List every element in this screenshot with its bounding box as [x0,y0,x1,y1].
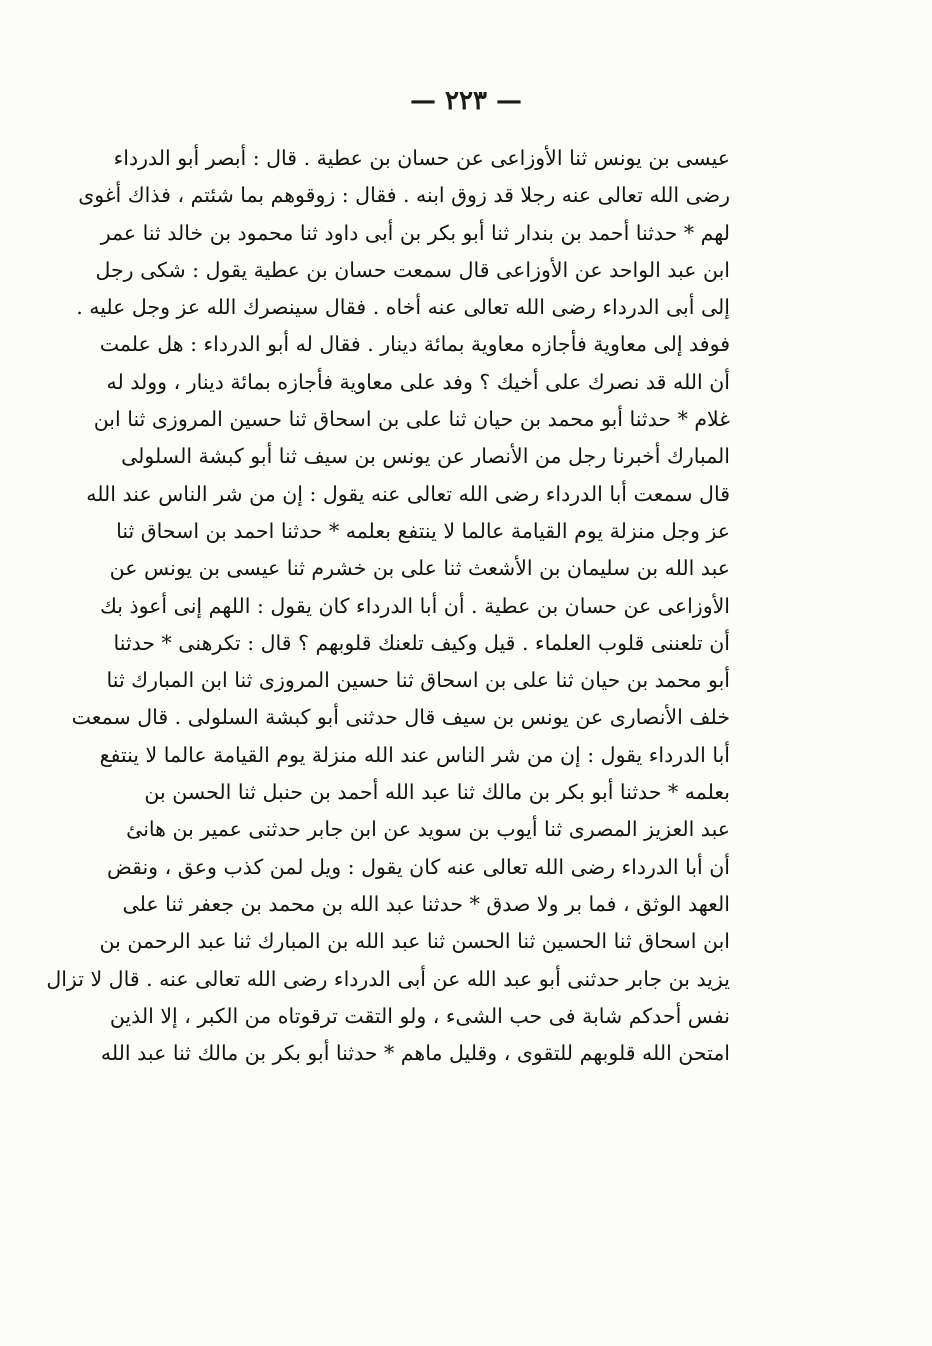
text-line: خلف الأنصارى عن يونس بن سيف قال حدثنى أبو كبشة السلولى . قال سمعت [71,705,730,730]
text-line: قال سمعت أبا الدرداء رضى الله تعالى عنه يقول : إن من شر الناس عند الله [86,481,730,506]
text-line: لهم * حدثنا أحمد بن بندار ثنا أبو بكر بن أبى داود ثنا محمود بن خالد ثنا عمر [100,220,730,245]
text-line: المبارك أخبرنا رجل من الأنصار عن يونس بن سيف ثنا أبو كبشة السلولى [121,444,730,469]
text-line: امتحن الله قلوبهم للتقوى ، وقليل ماهم * حدثنا أبو بكر بن مالك ثنا عبد الله [100,1041,730,1066]
text-line: رضى الله تعالى عنه رجلا قد زوق ابنه . فقال : زوقوهم بما شئتم ، فذاك أغوى [78,183,730,208]
text-line: عيسى بن يونس ثنا الأوزاعى عن حسان بن عطية . قال : أبصر أبو الدرداء [113,146,730,170]
text-line: أن تلعننى قلوب العلماء . قيل وكيف تلعنك قلوبهم ؟ قال : تكرهنى * حدثنا [113,630,730,655]
text-line: أن الله قد نصرك على أخيك ؟ وفد على معاوية فأجازه بمائة دينار ، وولد له [106,369,730,394]
text-line: الأوزاعى عن حسان بن عطية . أن أبا الدرداء كان يقول : اللهم إنى أعوذ بك [99,593,730,618]
text-line: نفس أحدكم شابة فى حب الشىء ، ولو التقت ترقوتاه من الكبر ، إلا الذين [109,1003,730,1028]
text-line: عبد الله بن سليمان بن الأشعث ثنا على بن خشرم ثنا عيسى بن يونس عن [109,556,730,581]
text-line: يزيد بن جابر حدثنى أبو عبد الله عن أبى الدرداء رضى الله تعالى عنه . قال لا تزال [46,966,730,991]
text-line: بعلمه * حدثنا أبو بكر بن مالك ثنا عبد الله أحمد بن حنبل ثنا الحسن بن [144,780,730,805]
text-line: أن أبا الدرداء رضى الله تعالى عنه كان يقول : ويل لمن كذب وعق ، ونقض [106,854,730,879]
text-line: عز وجل منزلة يوم القيامة عالما لا ينتفع بعلمه * حدثنا احمد بن اسحاق ثنا [116,518,730,543]
text-line: ابن عبد الواحد عن الأوزاعى قال سمعت حسان بن عطية يقول : شكى رجل [95,257,730,282]
text-line: العهد الوثق ، فما بر ولا صدق * حدثنا عبد الله بن محمد بن جعفر ثنا على [122,891,730,916]
text-line: إلى أبى الدرداء رضى الله تعالى عنه أخاه . فقال سينصرك الله عز وجل عليه . [76,295,730,320]
text-line: أبو محمد بن حيان ثنا على بن اسحاق ثنا حسين المروزى ثنا ابن المبارك ثنا [106,668,730,693]
text-line: ابن اسحاق ثنا الحسين ثنا الحسن ثنا عبد الله بن المبارك ثنا عبد الرحمن بن [99,929,730,954]
text-line: فوفد إلى معاوية فأجازه معاوية بمائة دينار . فقال له أبو الدرداء : هل علمت [99,332,730,357]
page-body-text [46,140,730,1072]
text-line: عبد العزيز المصرى ثنا أيوب بن سويد عن ابن جابر حدثنى عمير بن هانئ [126,817,730,842]
text-line: أبا الدرداء يقول : إن من شر الناس عند الله منزلة يوم القيامة عالما لا ينتفع [99,742,730,767]
text-line: غلام * حدثنا أبو محمد بن حيان ثنا على بن اسحاق ثنا حسين المروزى ثنا ابن [93,407,730,432]
page-number: — ٢٢٣ — [409,86,523,116]
